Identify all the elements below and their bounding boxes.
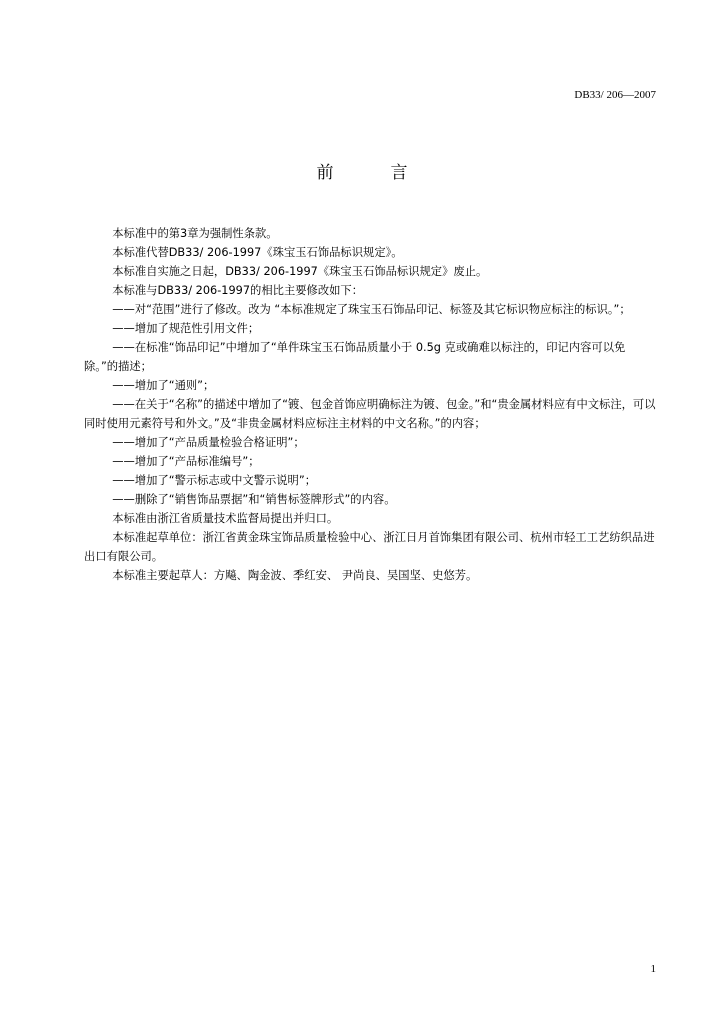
paragraph-proposer: 本标准由浙江省质量技术监督局提出并归口。 <box>112 512 339 525</box>
paragraph-changes-intro: 本标准与DB33/ 206-1997的相比主要修改如下： <box>112 284 364 297</box>
paragraph-change-standard-number: ——增加了“产品标准编号”； <box>112 455 260 468</box>
paragraph-replaces: 本标准代替DB33/ 206-1997《珠宝玉石饰品标识规定》。 <box>112 246 403 259</box>
paragraph-change-references: ——增加了规范性引用文件； <box>112 322 260 335</box>
paragraph-drafters: 本标准主要起草人：方飚、陶金波、季红安、 尹尚良、吴国坚、史悠芳。 <box>112 569 478 582</box>
foreword-body <box>84 224 656 585</box>
paragraph-change-scope: ——对“范围”进行了修改。改为 “本标准规定了珠宝玉石饰品印记、标签及其它标识物应标注的标识。”； <box>112 303 631 316</box>
page-title: 前 言 <box>316 163 428 183</box>
paragraph-abolished: 本标准自实施之日起，DB33/ 206-1997《珠宝玉石饰品标识规定》废止。 <box>112 265 488 278</box>
paragraph-change-warning: ——增加了“警示标志或中文警示说明”； <box>112 474 317 487</box>
standard-code: DB33/ 206—2007 <box>574 89 656 101</box>
paragraph-change-marking: ——在标准“饰品印记”中增加了“单件珠宝玉石饰品质量小于 0.5g 克或确难以标注的，印记内容可以免除。”的描述； <box>84 341 626 373</box>
paragraph-change-certificate: ——增加了“产品质量检验合格证明”； <box>112 436 305 449</box>
paragraph-change-deleted: ——删除了“销售饰品票据”和“销售标签牌形式”的内容。 <box>112 493 396 506</box>
paragraph-change-naming: ——在关于“名称”的描述中增加了“镀、包金首饰应明确标注为镀、包金。”和“贵金属材料应有中文标注，可以同时使用元素符号和外文。”及“非贵金属材料应标注主材料的中文名称。”的内容； <box>84 398 656 430</box>
paragraph-change-general: ——增加了“通则”； <box>112 379 215 392</box>
paragraph-mandatory-clause: 本标准中的第3章为强制性条款。 <box>112 227 278 240</box>
paragraph-drafting-units: 本标准起草单位：浙江省黄金珠宝饰品质量检验中心、浙江日月首饰集团有限公司、杭州市轻工工艺纺织品进出口有限公司。 <box>84 531 655 563</box>
page-number: 1 <box>650 963 656 975</box>
